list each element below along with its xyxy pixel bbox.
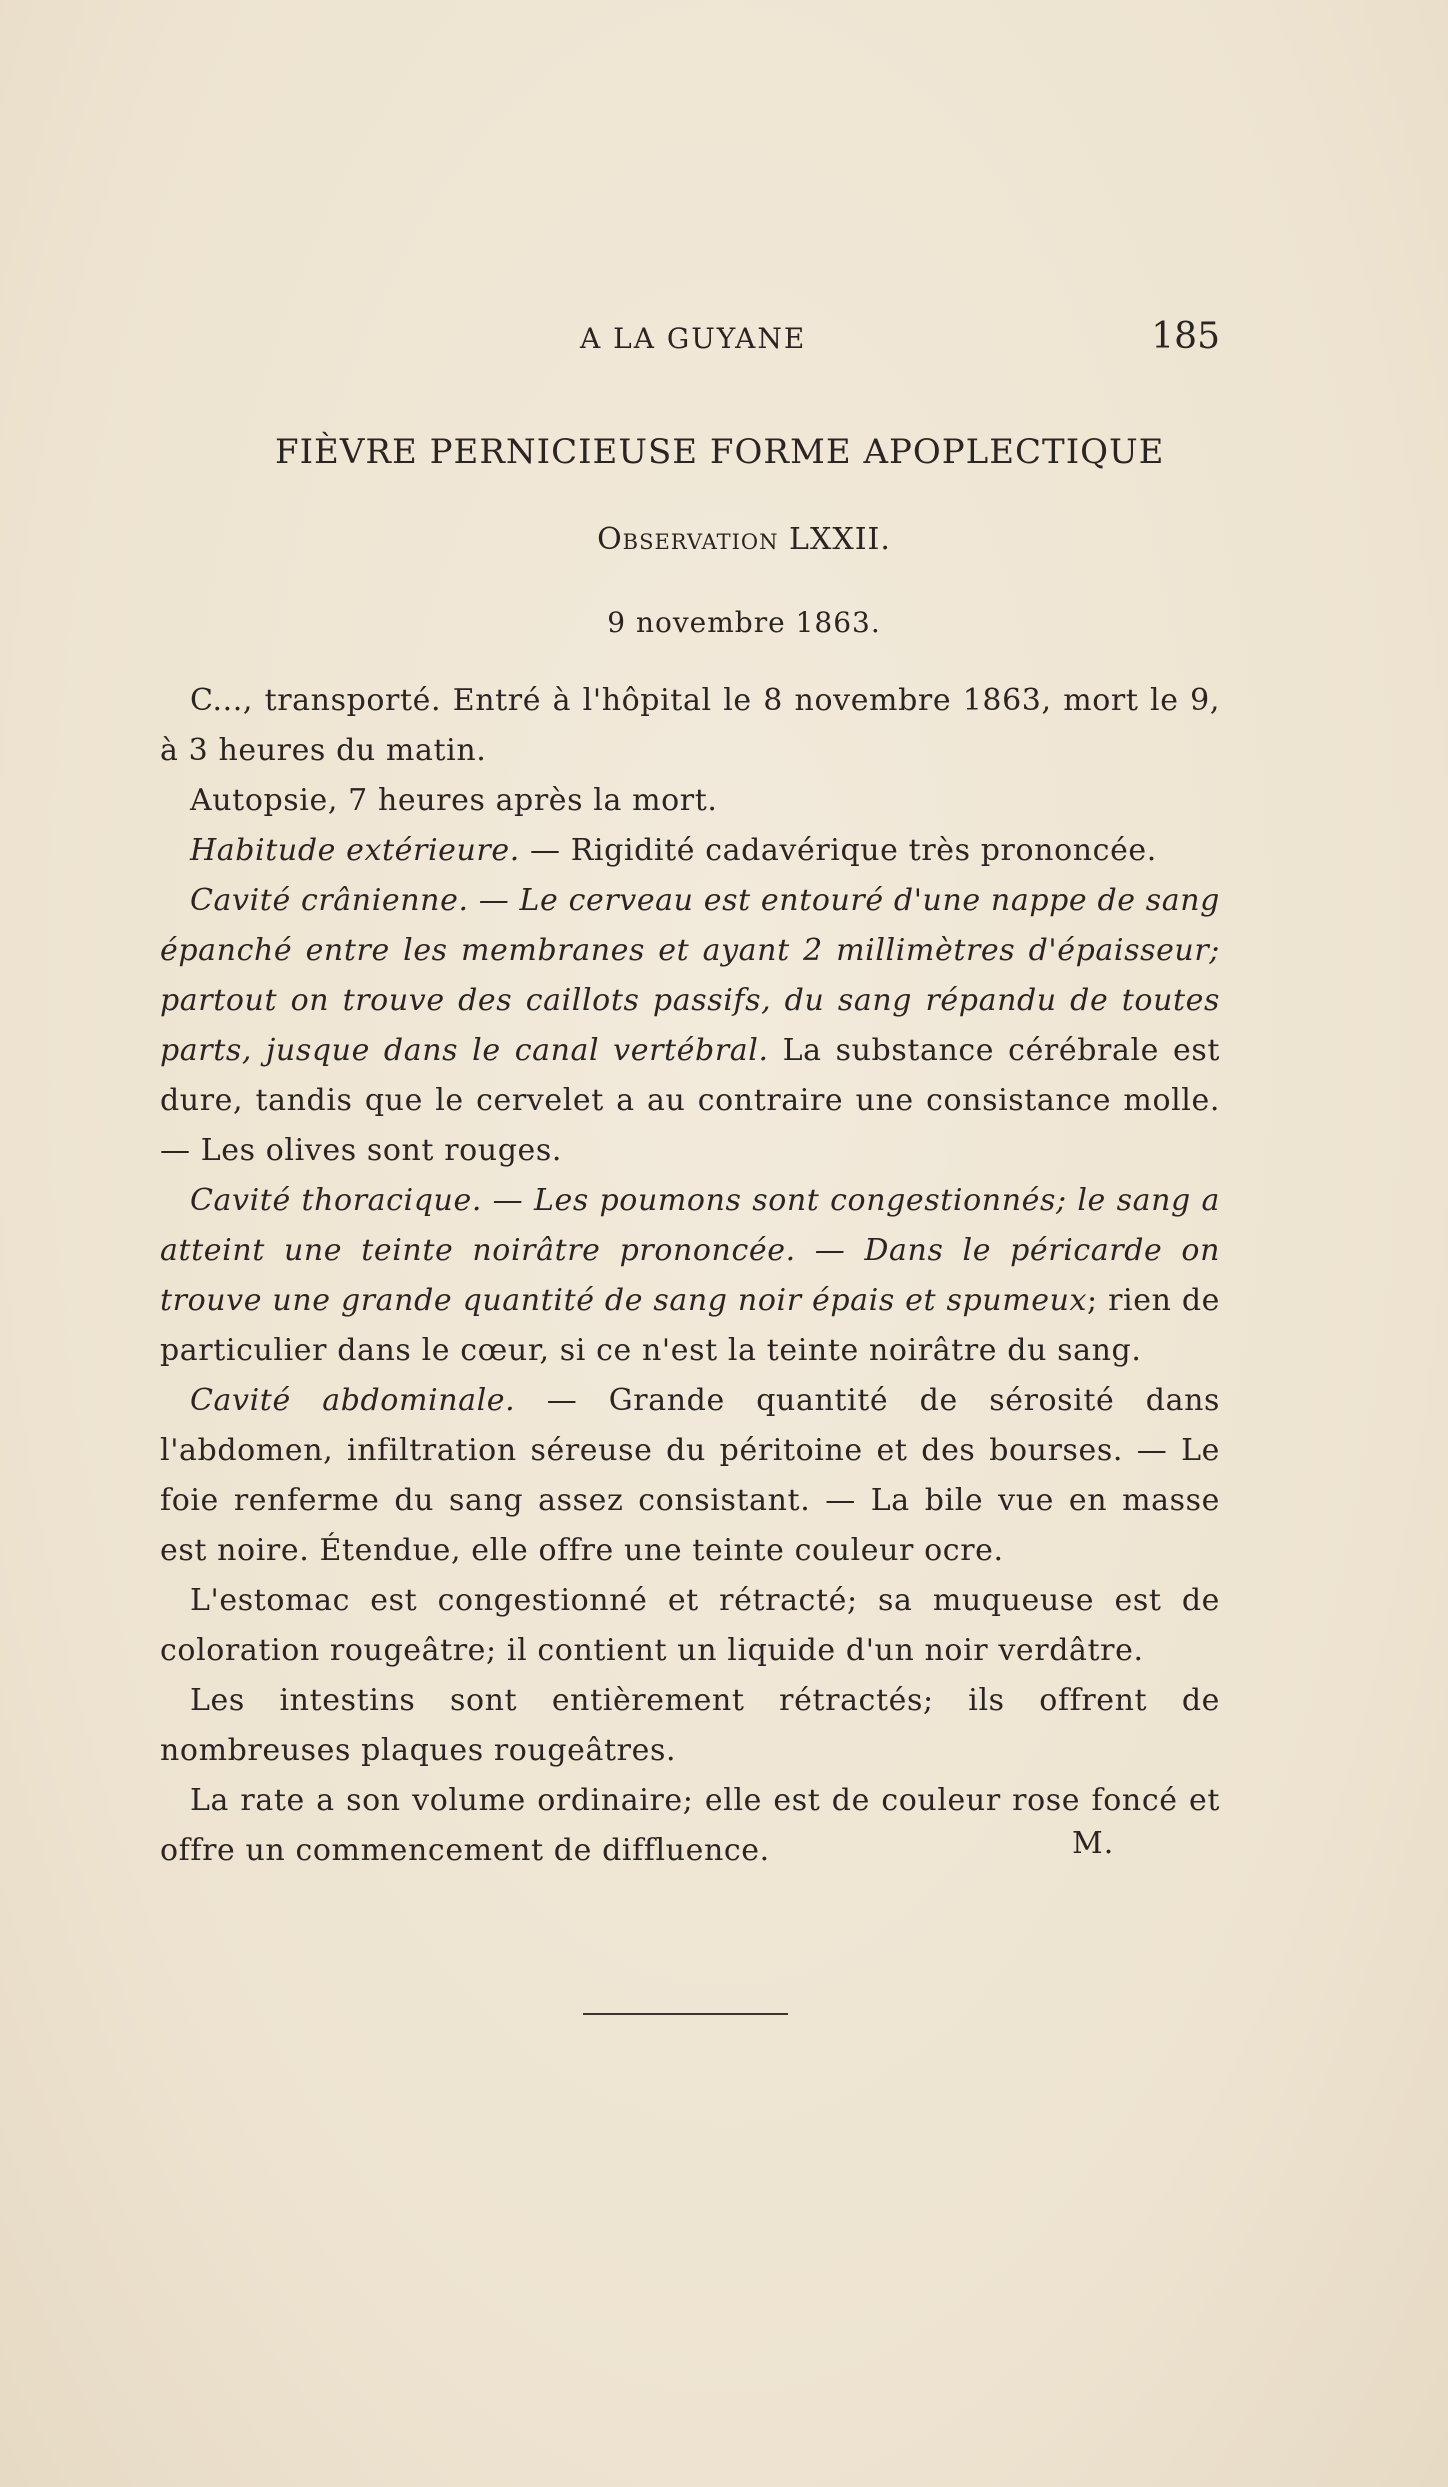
paragraph-text: L'estomac est congestionné et rétracté; sa muqueuse est de coloration rougeâtre; il contient un liquide d'un noir verdâtre.: [160, 1583, 1220, 1668]
paragraph: [160, 1376, 1220, 1576]
paragraph-text: Les intestins sont entièrement rétractés; ils offrent de nombreuses plaques rougeâtres.: [160, 1683, 1220, 1768]
date-line: 9 novembre 1863.: [607, 606, 881, 639]
running-header: [160, 316, 1220, 362]
italic-text: Cavité thoracique. — Les poumons sont congestionnés; le sang a atteint une teinte noirâtre prononcée. — Dans le péricarde on trouve une grande quantité de sang noir épais et spumeux: [160, 1183, 1220, 1318]
signature: M.: [1072, 1826, 1115, 1861]
paragraph: [160, 876, 1220, 1176]
paragraph: [160, 1676, 1220, 1776]
paragraph-text: ; rien de particulier dans le cœur, si ce n'est la teinte noirâtre du sang.: [160, 1283, 1220, 1368]
chapter-title: FIÈVRE PERNICIEUSE FORME APOPLECTIQUE: [275, 432, 1165, 472]
paragraph: [160, 1576, 1220, 1676]
observation-heading: [0, 522, 1448, 557]
running-title: A LA GUYANE: [580, 322, 807, 355]
observation-text: Observation LXXII.: [597, 522, 891, 557]
paragraph: [160, 776, 1220, 826]
page-number: 185: [1151, 316, 1220, 357]
paragraph-text: La rate a son volume ordinaire; elle est de couleur rose foncé et offre un commencement de diffluence.: [160, 1783, 1220, 1868]
italic-text: Cavité crânienne. — Le cerveau est entouré d'une nappe de sang épanché entre les membranes et ayant 2 millimètres d'épaisseur; partout on trouve des caillots passifs, du sang répandu de toutes parts, jusque dans le canal vertébral.: [160, 883, 1220, 1068]
section-label: Cavité abdominale.: [190, 1383, 516, 1418]
paragraph: [160, 826, 1220, 876]
section-label: Habitude extérieure.: [190, 833, 520, 868]
paragraph: [160, 676, 1220, 776]
paragraph-text: — Rigidité cadavérique très prononcée.: [519, 833, 1157, 868]
paragraph: [160, 1176, 1220, 1376]
paragraph-text: Autopsie, 7 heures après la mort.: [190, 783, 718, 818]
body-text: [160, 676, 1220, 1876]
end-divider: [583, 2013, 788, 2015]
paragraph: [160, 1776, 1220, 1876]
paragraph-text: La substance cérébrale est dure, tandis que le cervelet a au contraire une consistance molle. — Les olives sont rouges.: [160, 1033, 1221, 1168]
paragraph-text: — Grande quantité de sérosité dans l'abdomen, infiltration séreuse du péritoine et des bourses. — Le foie renferme du sang assez consistant. — La bile vue en masse est noire. Étendue, elle offre une teinte couleur ocre.: [160, 1383, 1220, 1568]
paragraph-text: C..., transporté. Entré à l'hôpital le 8 novembre 1863, mort le 9, à 3 heures du matin.: [160, 683, 1220, 768]
